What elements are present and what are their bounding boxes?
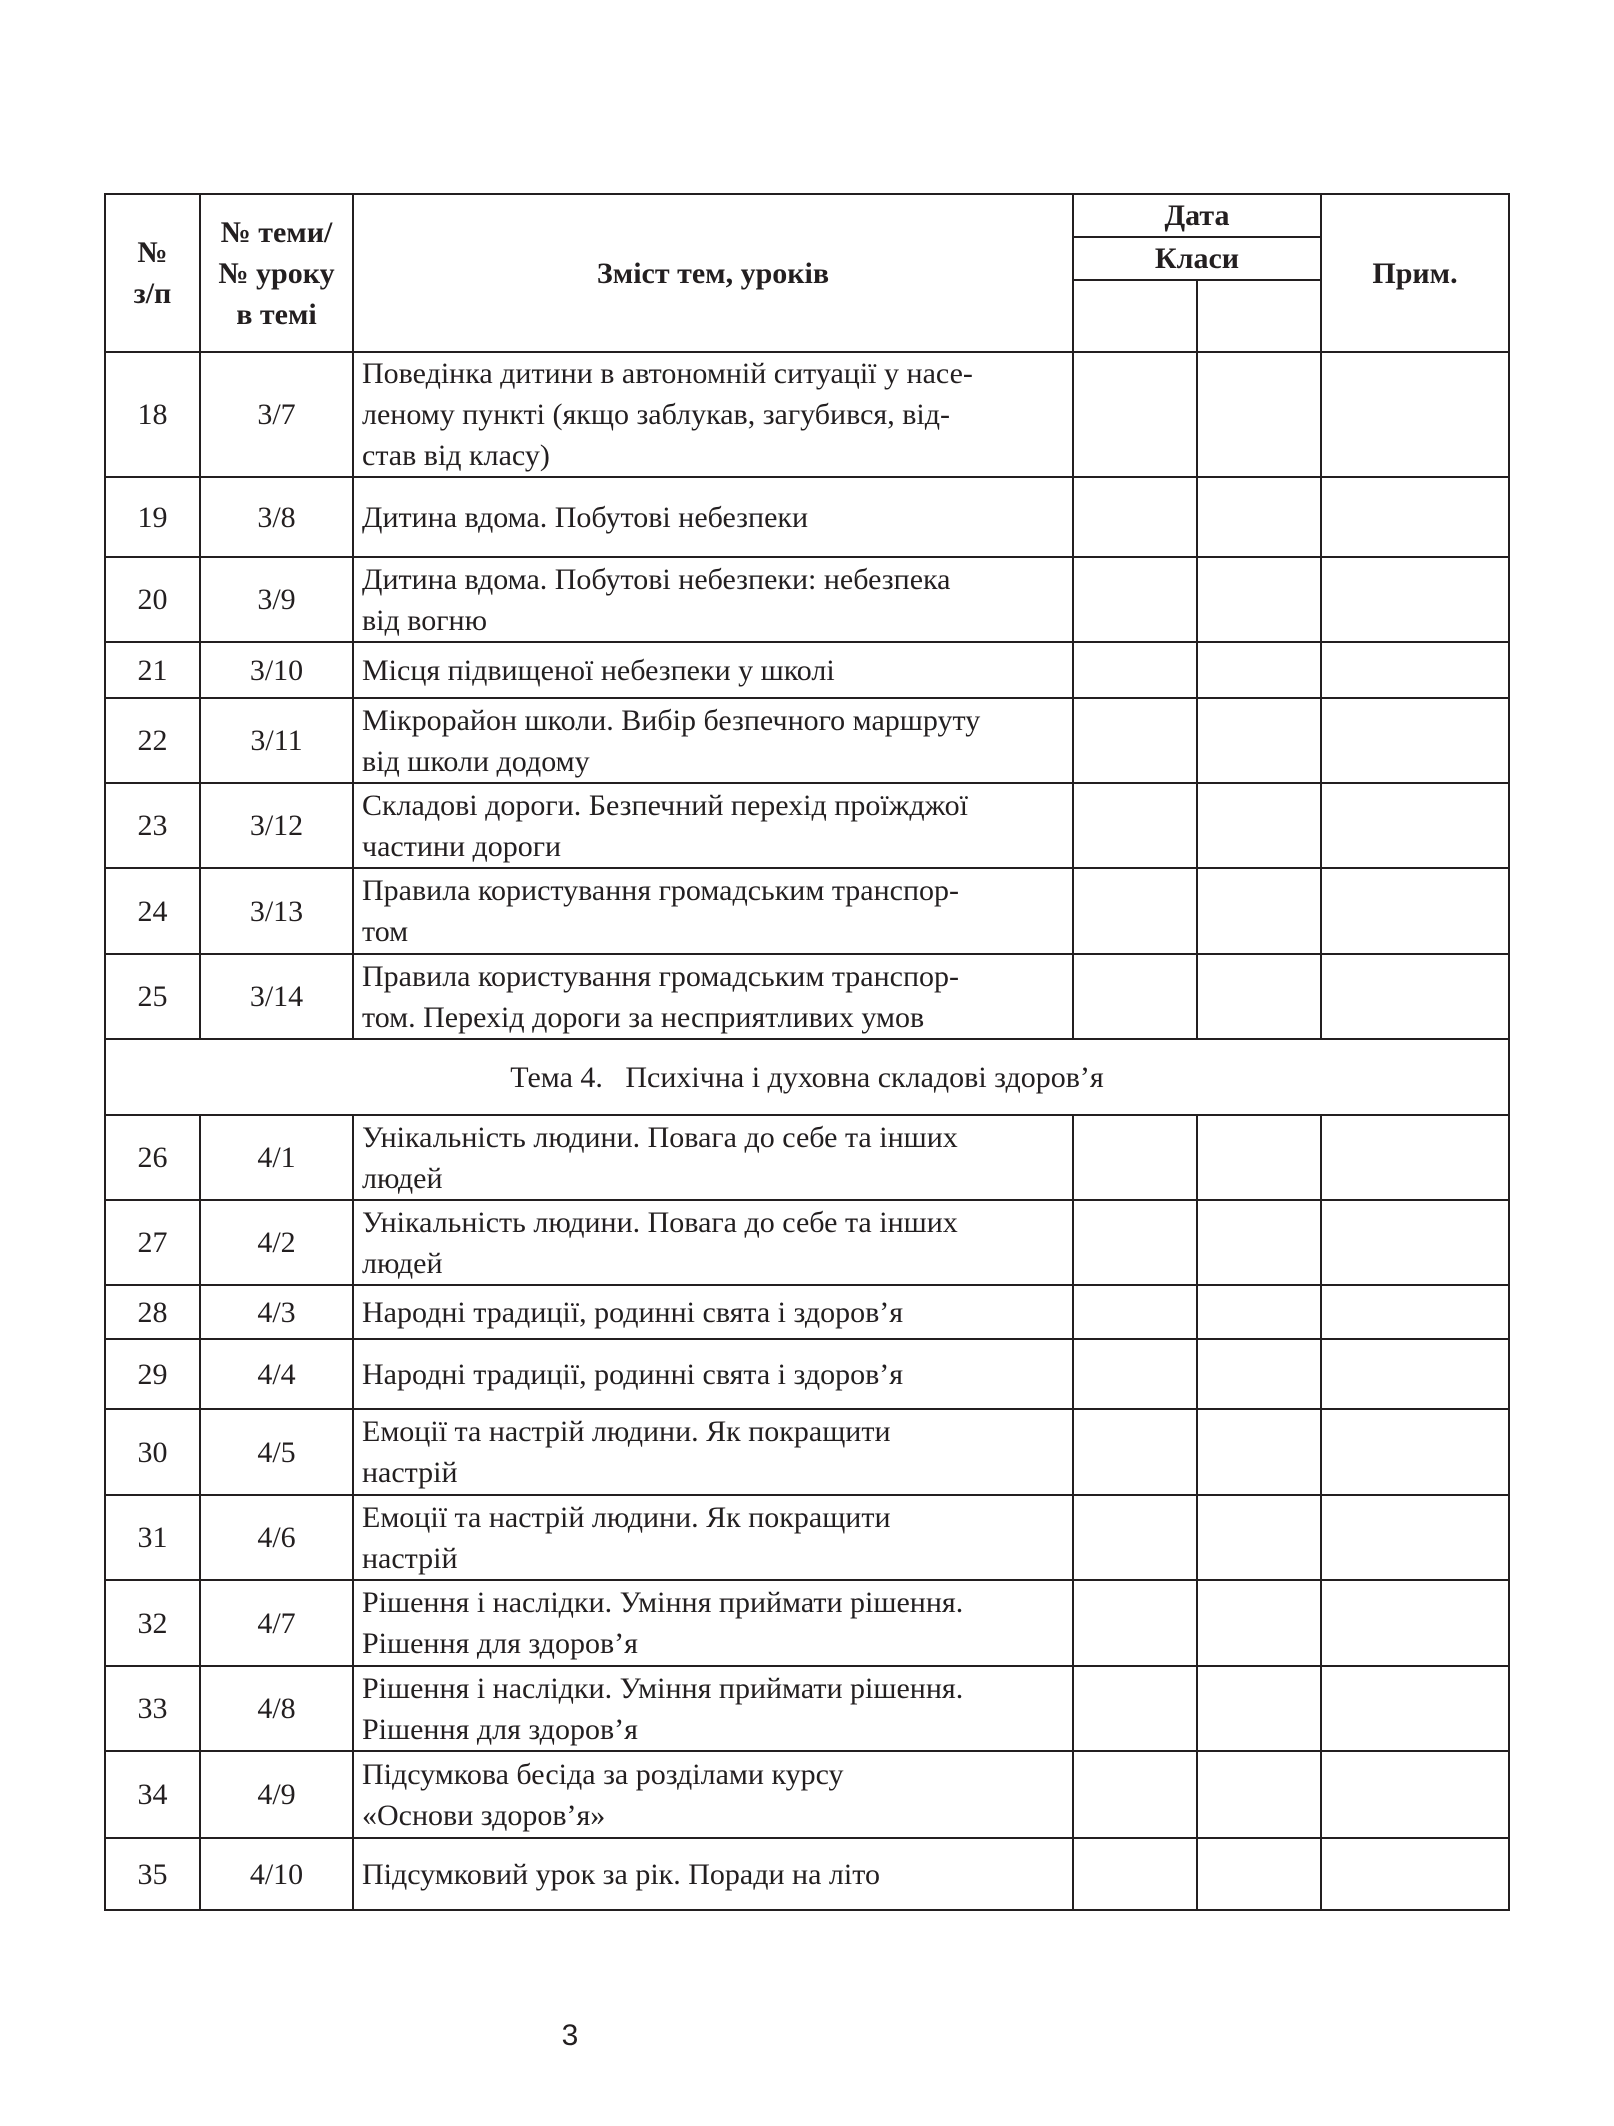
table-row: [105, 1580, 1509, 1666]
row-content: [353, 1285, 1073, 1339]
header-lesson-line: № теми/: [220, 215, 333, 249]
row-content-line: Рішення для здоров’я: [362, 1712, 638, 1746]
row-lesson-number: 4/8: [200, 1666, 353, 1751]
header-lesson-line: в темі: [236, 297, 317, 331]
header-lesson-line: № уроку: [218, 256, 335, 290]
note-cell[interactable]: [1321, 868, 1509, 954]
row-content-line: Складові дороги. Безпечний перехід проїжджої: [362, 788, 968, 822]
row-content: [353, 1580, 1073, 1666]
row-content-line: став від класу): [362, 439, 550, 472]
table-row: [105, 1495, 1509, 1580]
row-content: [353, 783, 1073, 868]
row-number: 32: [105, 1580, 200, 1666]
row-lesson-number: 4/4: [200, 1339, 353, 1409]
topic-title: Тема 4. Психічна і духовна складові здоров’я: [510, 1060, 1104, 1094]
row-content: [353, 954, 1073, 1039]
table-row: [105, 783, 1509, 868]
row-number: 24: [105, 868, 200, 954]
table-row: [105, 477, 1509, 557]
note-cell[interactable]: [1321, 1751, 1509, 1838]
row-number: 25: [105, 954, 200, 1039]
row-number: 35: [105, 1838, 200, 1910]
table-row: [105, 1838, 1509, 1910]
class-1-date-cell[interactable]: [1073, 868, 1197, 954]
header-note: Прим.: [1321, 194, 1509, 352]
header-num: [105, 194, 200, 352]
row-number: 26: [105, 1115, 200, 1200]
table-row: [105, 1666, 1509, 1751]
class-2-date-cell[interactable]: [1197, 1495, 1321, 1580]
row-content-line: Мікрорайон школи. Вибір безпечного маршруту: [362, 703, 981, 737]
class-2-date-cell[interactable]: [1197, 1200, 1321, 1285]
row-number: 27: [105, 1200, 200, 1285]
row-lesson-number: 4/3: [200, 1285, 353, 1339]
row-number: 28: [105, 1285, 200, 1339]
table-row: [105, 642, 1509, 698]
row-content: [353, 1495, 1073, 1580]
class-1-date-cell[interactable]: [1073, 1409, 1197, 1495]
row-content: [353, 1666, 1073, 1751]
table-row: [105, 698, 1509, 783]
note-cell[interactable]: [1321, 1409, 1509, 1495]
row-number: 30: [105, 1409, 200, 1495]
row-content: [353, 1200, 1073, 1285]
row-content: [353, 1751, 1073, 1838]
table-body-topic-3: [105, 352, 1509, 1039]
note-cell[interactable]: [1321, 1285, 1509, 1339]
row-content-line: людей: [362, 1246, 443, 1280]
row-content-line: настрій: [362, 1456, 458, 1489]
row-lesson-number: 4/10: [200, 1838, 353, 1910]
row-lesson-number: 3/9: [200, 557, 353, 642]
table-row: [105, 868, 1509, 954]
class-2-date-cell[interactable]: [1197, 557, 1321, 642]
row-lesson-number: 3/13: [200, 868, 353, 954]
class-2-date-cell[interactable]: [1197, 1838, 1321, 1910]
row-content: [353, 352, 1073, 477]
row-content-line: Правила користування громадським транспор-: [362, 959, 960, 993]
row-lesson-number: 3/14: [200, 954, 353, 1039]
note-cell[interactable]: [1321, 557, 1509, 642]
note-cell[interactable]: [1321, 352, 1509, 477]
note-cell[interactable]: [1321, 954, 1509, 1039]
class-2-date-cell[interactable]: [1197, 954, 1321, 1039]
row-content-line: «Основи здоров’я»: [362, 1798, 606, 1832]
class-2-date-cell[interactable]: [1197, 868, 1321, 954]
row-lesson-number: 3/10: [200, 642, 353, 698]
class-2-date-cell[interactable]: [1197, 352, 1321, 477]
table-row: [105, 352, 1509, 477]
row-content-line: частини дороги: [362, 829, 562, 863]
class-2-date-cell[interactable]: [1197, 1339, 1321, 1409]
class-1-date-cell[interactable]: [1073, 557, 1197, 642]
header-date: Дата: [1073, 194, 1321, 237]
row-content-line: том: [362, 915, 409, 948]
row-content-line: Підсумкова бесіда за розділами курсу: [362, 1757, 844, 1791]
row-content-line: людей: [362, 1161, 443, 1195]
row-content-line: Рішення і наслідки. Уміння приймати рішення.: [362, 1586, 964, 1619]
class-2-date-cell[interactable]: [1197, 642, 1321, 698]
row-content-line: Емоції та настрій людини. Як покращити: [362, 1500, 891, 1534]
row-content-line: Поведінка дитини в автономній ситуації у насе-: [362, 357, 973, 390]
row-content-line: Народні традиції, родинні свята і здоров’я: [362, 1357, 904, 1391]
row-content-line: від вогню: [362, 603, 487, 637]
header-num-line: №: [137, 236, 168, 269]
lesson-plan-table: [104, 193, 1510, 1911]
row-content-line: том. Перехід дороги за несприятливих умов: [362, 1000, 925, 1034]
table-row: [105, 557, 1509, 642]
note-cell[interactable]: [1321, 1580, 1509, 1666]
topic-heading: [105, 1039, 1509, 1115]
row-lesson-number: 4/5: [200, 1409, 353, 1495]
class-column-2-header[interactable]: [1197, 280, 1321, 352]
table-row: [105, 1339, 1509, 1409]
header-lesson: [200, 194, 353, 352]
row-lesson-number: 4/9: [200, 1751, 353, 1838]
note-cell[interactable]: [1321, 698, 1509, 783]
row-content-line: Місця підвищеної небезпеки у школі: [362, 653, 835, 687]
row-content-line: Рішення для здоров’я: [362, 1627, 638, 1660]
class-2-date-cell[interactable]: [1197, 1580, 1321, 1666]
row-content-line: Народні традиції, родинні свята і здоров’я: [362, 1295, 904, 1329]
note-cell[interactable]: [1321, 1838, 1509, 1910]
class-1-date-cell[interactable]: [1073, 477, 1197, 557]
row-content: [353, 557, 1073, 642]
note-cell[interactable]: [1321, 783, 1509, 868]
class-1-date-cell[interactable]: [1073, 1339, 1197, 1409]
note-cell[interactable]: [1321, 642, 1509, 698]
class-2-date-cell[interactable]: [1197, 783, 1321, 868]
class-1-date-cell[interactable]: [1073, 698, 1197, 783]
class-1-date-cell[interactable]: [1073, 1285, 1197, 1339]
row-number: 31: [105, 1495, 200, 1580]
class-1-date-cell[interactable]: [1073, 1115, 1197, 1200]
row-content-line: Підсумковий урок за рік. Поради на літо: [362, 1857, 880, 1891]
row-content-line: настрій: [362, 1541, 458, 1575]
class-2-date-cell[interactable]: [1197, 1409, 1321, 1495]
row-content-line: Дитина вдома. Побутові небезпеки: небезпека: [362, 562, 951, 596]
row-number: 21: [105, 642, 200, 698]
class-1-date-cell[interactable]: [1073, 1751, 1197, 1838]
row-content-line: Правила користування громадським транспор-: [362, 874, 960, 907]
class-1-date-cell[interactable]: [1073, 1580, 1197, 1666]
row-content: [353, 642, 1073, 698]
table-row: [105, 1200, 1509, 1285]
row-content-line: леному пункті (якщо заблукав, загубився, від-: [362, 398, 950, 431]
class-1-date-cell[interactable]: [1073, 1666, 1197, 1751]
row-number: 29: [105, 1339, 200, 1409]
header-num-line: з/п: [133, 277, 172, 310]
row-number: 33: [105, 1666, 200, 1751]
class-1-date-cell[interactable]: [1073, 954, 1197, 1039]
table-body-topic-4: [105, 1115, 1509, 1910]
row-content-line: від школи додому: [362, 744, 590, 778]
row-number: 23: [105, 783, 200, 868]
row-number: 19: [105, 477, 200, 557]
note-cell[interactable]: [1321, 477, 1509, 557]
row-lesson-number: 3/12: [200, 783, 353, 868]
class-2-date-cell[interactable]: [1197, 698, 1321, 783]
class-column-1-header[interactable]: [1073, 280, 1197, 352]
class-2-date-cell[interactable]: [1197, 1751, 1321, 1838]
row-number: 20: [105, 557, 200, 642]
row-content: [353, 1115, 1073, 1200]
row-lesson-number: 4/1: [200, 1115, 353, 1200]
note-cell[interactable]: [1321, 1115, 1509, 1200]
row-content-line: Рішення і наслідки. Уміння приймати рішення.: [362, 1671, 964, 1705]
row-content: [353, 1409, 1073, 1495]
row-content: [353, 698, 1073, 783]
class-2-date-cell[interactable]: [1197, 1285, 1321, 1339]
row-content-line: Унікальність людини. Повага до себе та інших: [362, 1205, 958, 1239]
row-lesson-number: 3/7: [200, 352, 353, 477]
row-number: 18: [105, 352, 200, 477]
header-classes: Класи: [1073, 237, 1321, 280]
table-row: [105, 954, 1509, 1039]
row-content-line: Емоції та настрій людини. Як покращити: [362, 1415, 891, 1448]
topic-header-section: [105, 1039, 1509, 1115]
row-lesson-number: 4/2: [200, 1200, 353, 1285]
table-row: [105, 1751, 1509, 1838]
header-content: Зміст тем, уроків: [353, 194, 1073, 352]
note-cell[interactable]: [1321, 1339, 1509, 1409]
class-1-date-cell[interactable]: [1073, 1200, 1197, 1285]
table-row: [105, 1285, 1509, 1339]
row-lesson-number: 4/7: [200, 1580, 353, 1666]
table-row: [105, 1409, 1509, 1495]
page-number: 3: [561, 2019, 579, 2052]
note-cell[interactable]: [1321, 1666, 1509, 1751]
class-1-date-cell[interactable]: [1073, 783, 1197, 868]
class-2-date-cell[interactable]: [1197, 477, 1321, 557]
row-lesson-number: 4/6: [200, 1495, 353, 1580]
class-1-date-cell[interactable]: [1073, 352, 1197, 477]
class-2-date-cell[interactable]: [1197, 1666, 1321, 1751]
row-content: [353, 477, 1073, 557]
class-1-date-cell[interactable]: [1073, 642, 1197, 698]
row-number: 34: [105, 1751, 200, 1838]
note-cell[interactable]: [1321, 1200, 1509, 1285]
class-1-date-cell[interactable]: [1073, 1495, 1197, 1580]
row-content-line: Дитина вдома. Побутові небезпеки: [362, 500, 809, 534]
row-lesson-number: 3/8: [200, 477, 353, 557]
row-content-line: Унікальність людини. Повага до себе та інших: [362, 1120, 958, 1154]
row-content: [353, 1339, 1073, 1409]
row-content: [353, 868, 1073, 954]
row-lesson-number: 3/11: [200, 698, 353, 783]
row-content: [353, 1838, 1073, 1910]
class-2-date-cell[interactable]: [1197, 1115, 1321, 1200]
note-cell[interactable]: [1321, 1495, 1509, 1580]
row-number: 22: [105, 698, 200, 783]
class-1-date-cell[interactable]: [1073, 1838, 1197, 1910]
table-row: [105, 1115, 1509, 1200]
